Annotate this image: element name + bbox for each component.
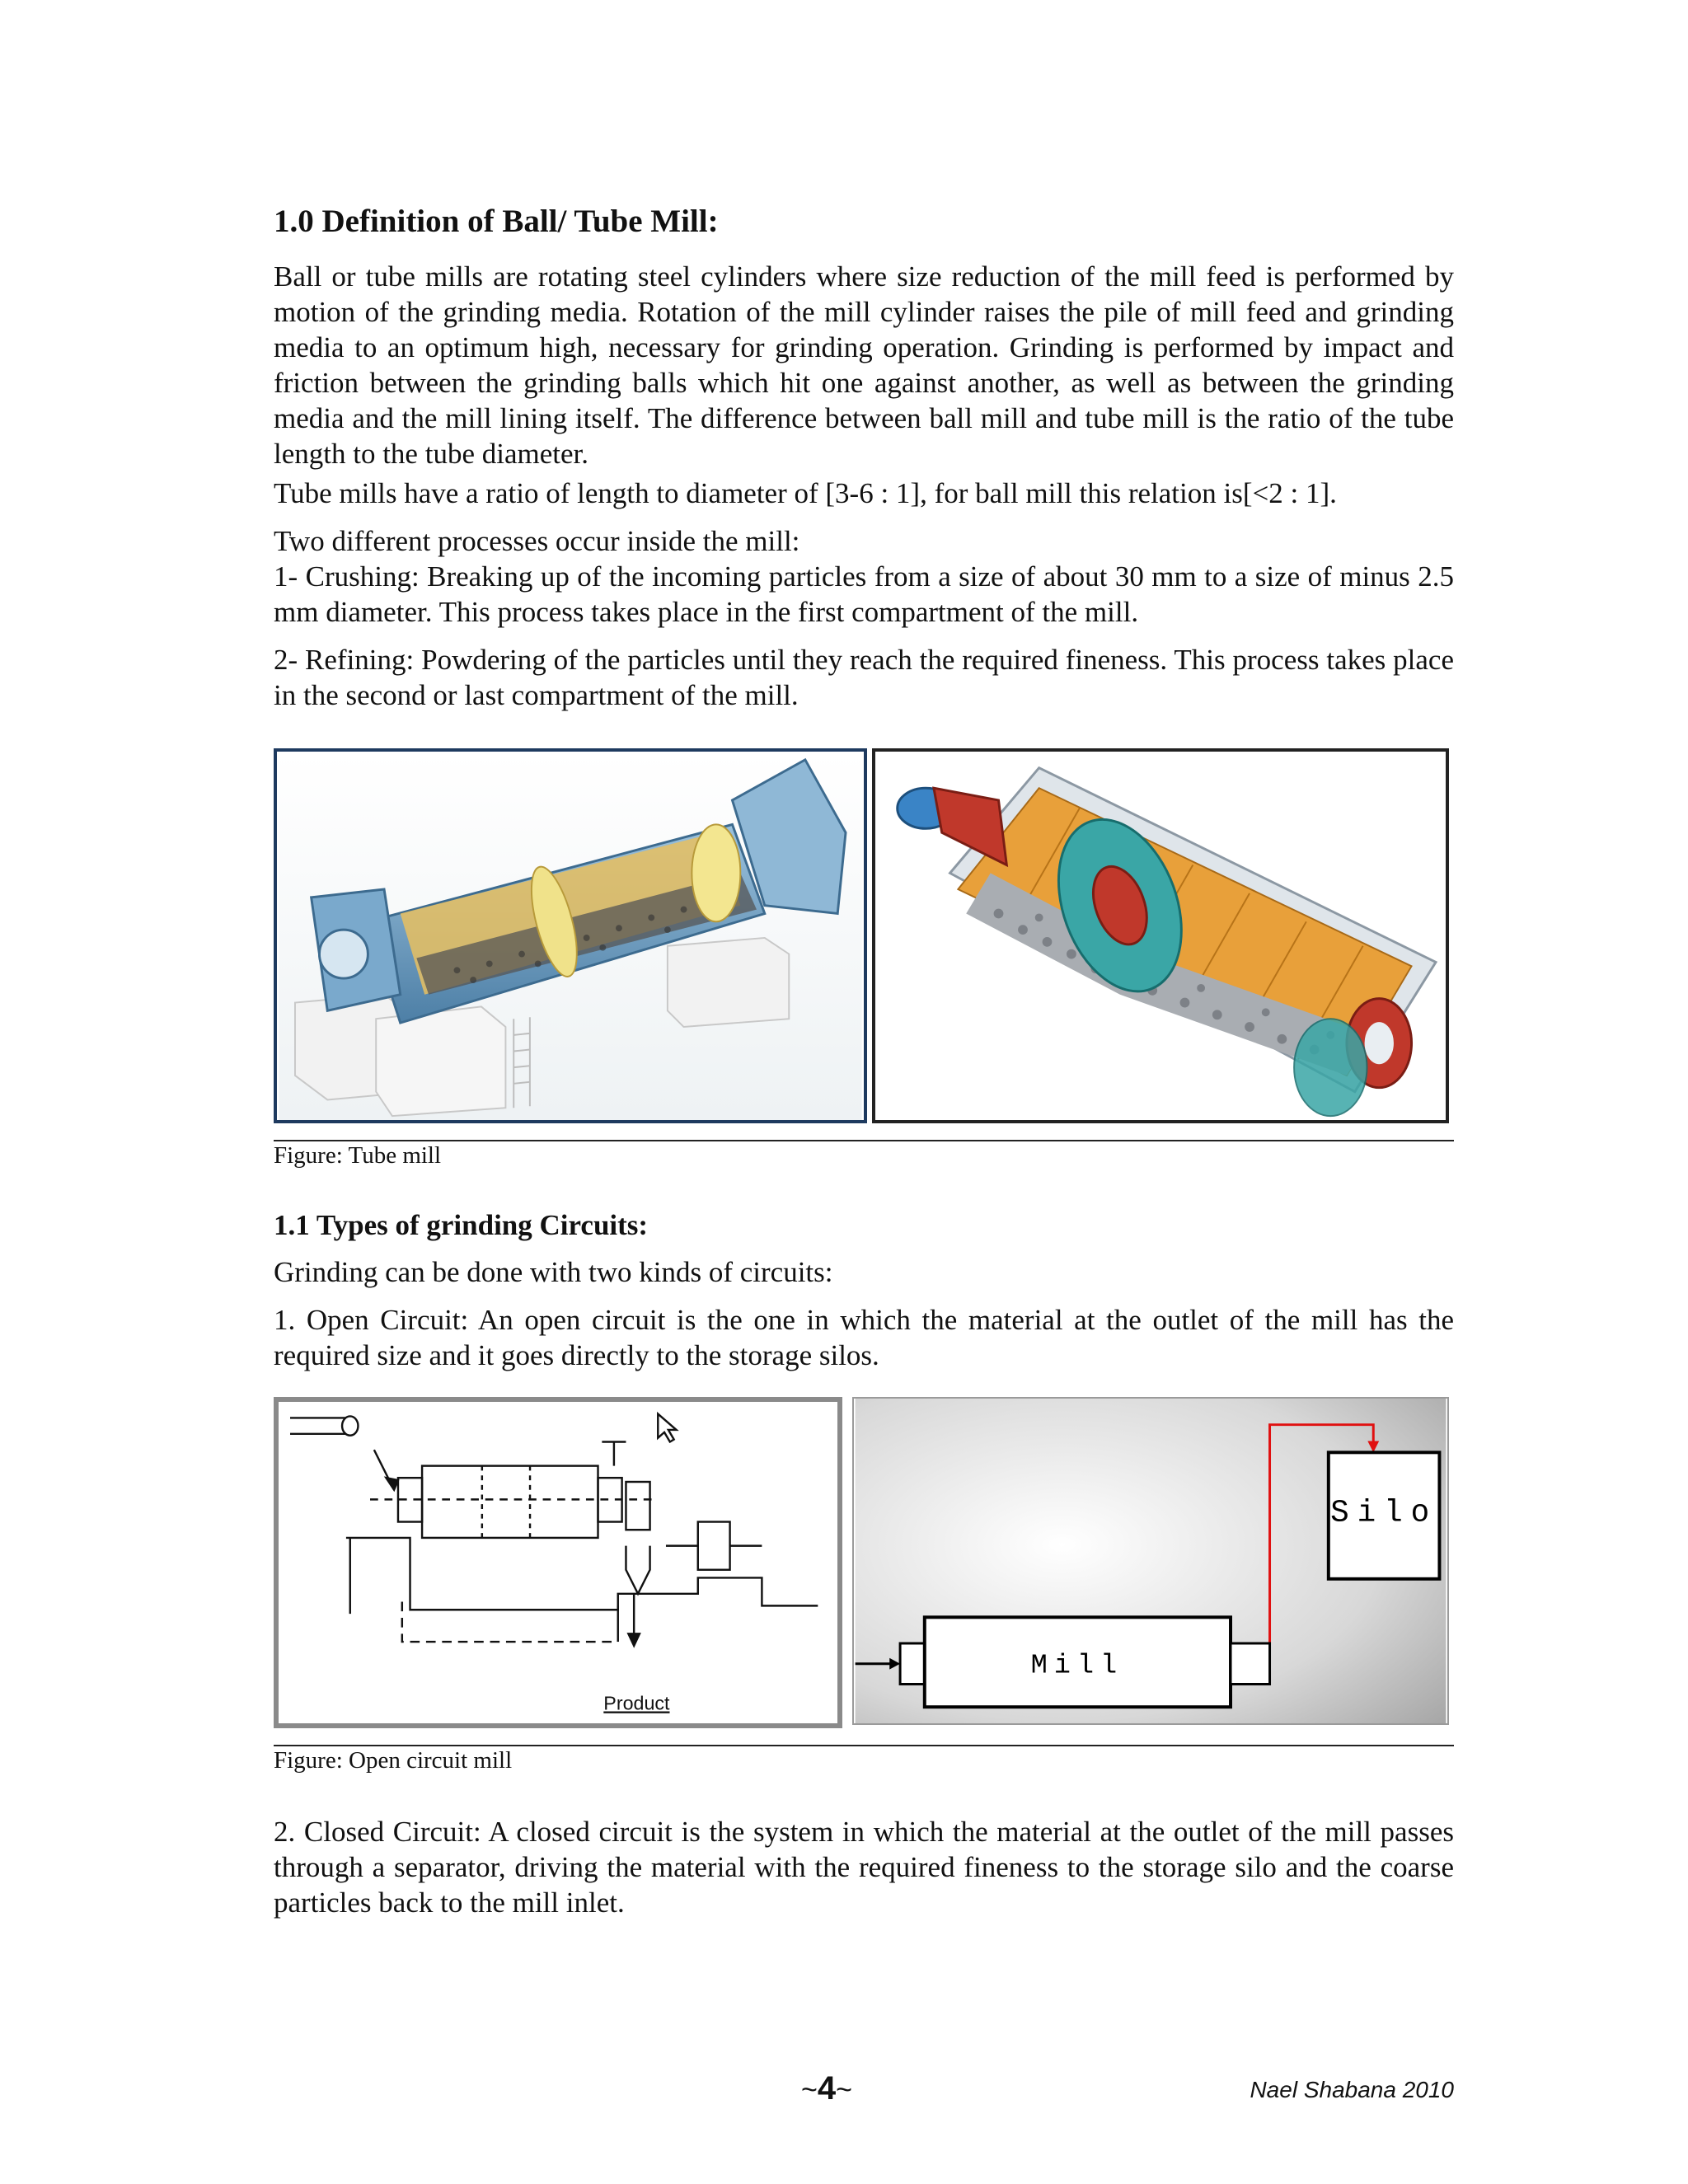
section-1-paragraph-2: Tube mills have a ratio of length to diameter of [3-6 : 1], for ball mill this relation is[<2 : 1]. <box>274 477 1337 509</box>
document-page <box>274 0 1454 2184</box>
tube-mill-illustration <box>277 752 864 1120</box>
section-1-paragraph-3: Two different processes occur inside the mill: <box>274 525 800 557</box>
product-label: Product <box>603 1692 670 1714</box>
footer-author: Nael Shabana 2010 <box>1250 2077 1454 2102</box>
mill-inlet <box>900 1643 925 1684</box>
section-1-paragraph-5: 2- Refining: Powdering of the particles until they reach the required fineness. This process takes place in the second or last compartment of the mill. <box>274 644 1454 711</box>
mill-outlet <box>1231 1643 1270 1684</box>
open-circuit-schematic <box>279 1402 837 1723</box>
tube-mill-figure-left <box>274 748 867 1123</box>
figure-divider <box>274 1140 1454 1141</box>
open-circuit-block-diagram <box>852 1397 1449 1725</box>
section-1-paragraph-4: 1- Crushing: Breaking up of the incoming particles from a size of about 30 mm to a size of minus 2.5 mm diameter. This process takes place in the first compartment of the mill. <box>274 560 1454 628</box>
tube-mill-figure-right <box>872 748 1449 1123</box>
silo-label: Silo <box>1330 1496 1438 1531</box>
mill-silo-diagram <box>854 1399 1447 1723</box>
section-1-paragraph-1: Ball or tube mills are rotating steel cylinders where size reduction of the mill feed is performed by motion of the grinding media. Rotation of the mill cylinder raises the pile of mill feed and grinding media to an optimum high, necessary for grinding operation. Grinding is performed by impact and friction between the grinding balls which hit one against another, as well as between the grinding media and the mill lining itself. The difference between ball mill and tube mill is the ratio of the tube length to the tube diameter. <box>274 260 1454 470</box>
section-2-paragraph-1: Grinding can be done with two kinds of circuits: <box>274 1256 833 1288</box>
open-circuit-drawing <box>274 1397 842 1728</box>
open-circuit-caption: Figure: Open circuit mill <box>274 1747 513 1774</box>
section-2-paragraph-2: 1. Open Circuit: An open circuit is the one in which the material at the outlet of the mill has the required size and it goes directly to the storage silos. <box>274 1304 1454 1371</box>
section-2-title: 1.1 Types of grinding Circuits: <box>274 1209 649 1241</box>
section-1-title: 1.0 Definition of Ball/ Tube Mill: <box>274 204 719 239</box>
mill-label: Mill <box>1030 1650 1124 1682</box>
section-2-paragraph-3: 2. Closed Circuit: A closed circuit is the system in which the material at the outlet of the mill passes through a separator, driving the material with the required fineness to the storage silo and the coarse particles back to the mill inlet. <box>274 1816 1454 1919</box>
figure-divider-2 <box>274 1745 1454 1746</box>
tube-mill-cutaway-illustration <box>875 752 1446 1120</box>
page-number: ~4~ <box>801 2070 852 2107</box>
tube-mill-caption: Figure: Tube mill <box>274 1142 442 1169</box>
